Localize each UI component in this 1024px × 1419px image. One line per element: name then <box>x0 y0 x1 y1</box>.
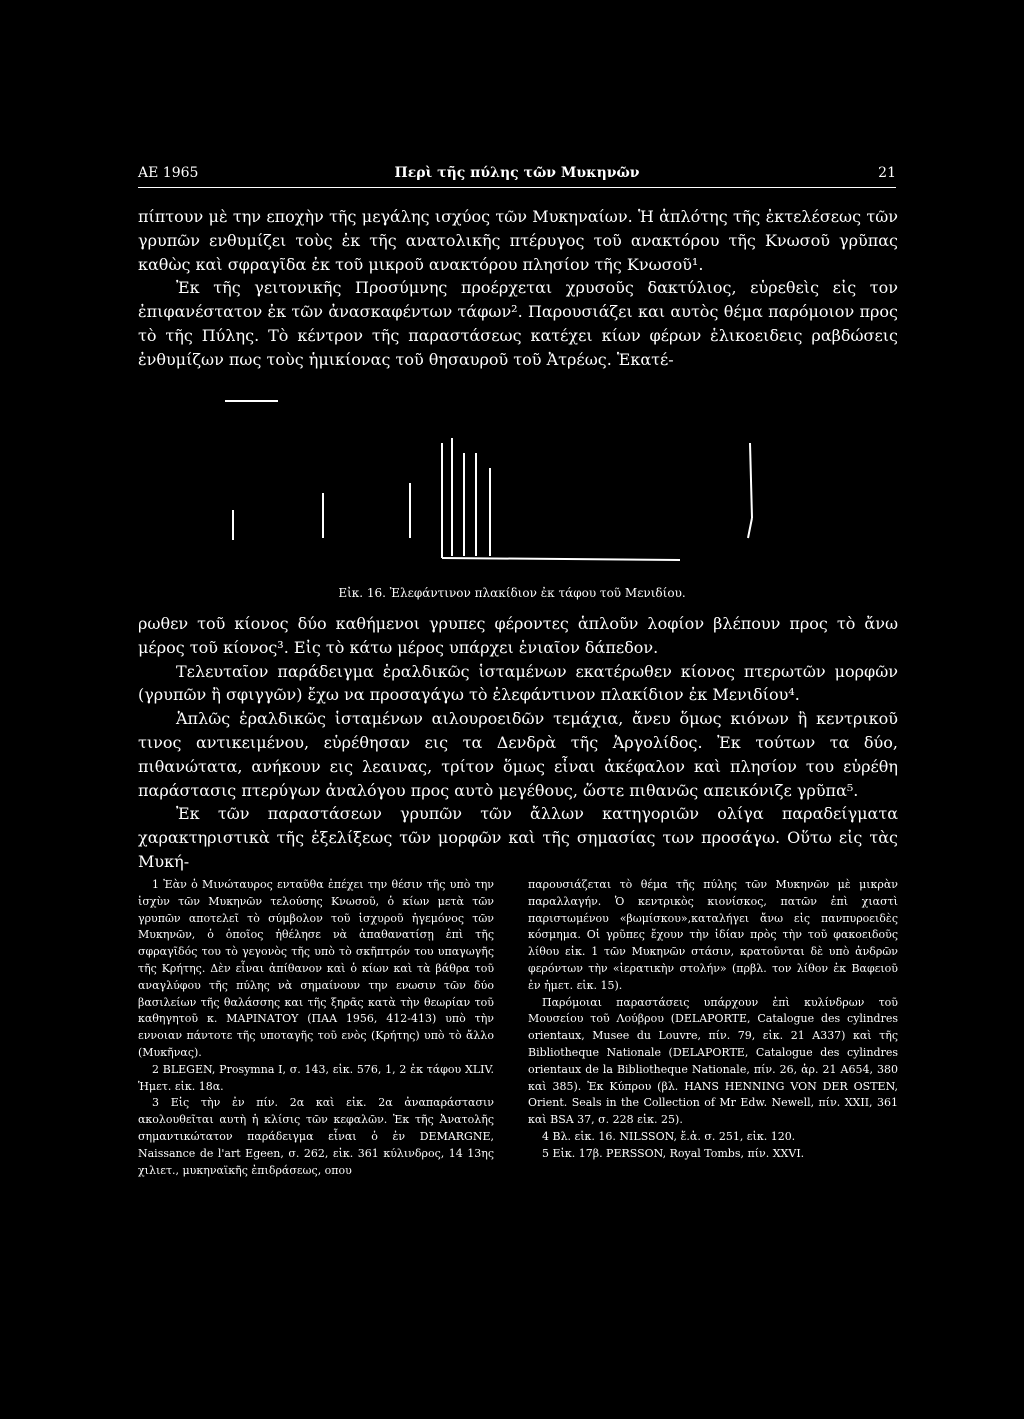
footnotes-left-column <box>138 877 494 1179</box>
figure-ivory-plaque <box>140 398 880 578</box>
running-header <box>138 165 896 188</box>
paragraph: πίπτουν μὲ την εποχὴν τῆς μεγάλης ισχύος τῶν Μυκηναίων. Ἡ ἁπλότης τῆς ἐκτελέσεως τῶν γρυπῶν ενθυμίζει τοὺς ἐκ τῆς ανατολικῆς πτέρυγος τοῦ ανακτόρου τῆς Κνωσοῦ γρῦπας καθὼς καὶ σφραγῖδα ἐκ τοῦ μικροῦ ανακτόρου πλησίον τῆς Κνωσοῦ¹. <box>138 207 898 274</box>
footnote: 5 Εἰκ. 17β. PERSSON, Royal Tombs, πίν. XXVI. <box>542 1146 805 1160</box>
page-number: 21 <box>878 165 896 181</box>
main-text-top <box>138 205 898 372</box>
paragraph: Ἐκ τῶν παραστάσεων γρυπῶν τῶν ἄλλων κατηγοριῶν ολίγα παραδείγματα χαρακτηριστικὰ τῆς ἐξελίξεως τῶν μορφῶν καὶ τῆς σημασίας των προσάγω. Οὕτω εἰς τὰς Μυκή- <box>138 804 898 871</box>
footnote: 2 BLEGEN, Prosymna I, σ. 143, εἰκ. 576, 1, 2 ἐκ τάφου XLIV. Ἡμετ. εἰκ. 18α. <box>138 1062 494 1093</box>
paragraph: Τελευταῖον παράδειγμα ἑραλδικῶς ἱσταμένων εκατέρωθεν κίονος πτερωτῶν μορφῶν (γρυπῶν ἢ σφιγγῶν) ἔχω να προσαγάγω τὸ ἐλεφάντινον πλακίδιον ἐκ Μενιδίου⁴. <box>138 661 898 705</box>
footnote: 1 Ἐὰν ὁ Μινώταυρος ενταῦθα ἐπέχει την θέσιν τῆς υπὸ την ἰσχὺν τῶν Μυκηνῶν τελούσης Κνωσοῦ, ὁ κίων μετὰ τῶν γρυπῶν αποτελεῖ τὸ σύμβολον τοῦ ἰσχυροῦ ἡγεμόνος τῶν Μυκηνῶν, ὁ ὁποῖος ἠθέλησε νὰ ἀπαθανατίσῃ ἐπὶ τῆς σφραγῖδός του τὸ γεγονὸς τῆς υπὸ τὸ σκῆπτρόν του υπαγωγῆς τῆς Κρήτης. Δὲν εἶναι ἀπίθανον καὶ ὁ κίων καὶ τὰ βάθρα τοῦ αναγλύφου τῆς πύλης νὰ σημαίνουν την ενωσιν τῶν δύο βασιλείων τῆς θαλάσσης και τῆς ξηρᾶς κατὰ τὴν θεωρίαν τοῦ καθηγητοῦ κ. ΜΑΡΙΝΑΤΟΥ (ΠΑΑ 1956, 412-413) υπὸ τὴν εννοιαν πάντοτε τῆς υποταγῆς τοῦ ενὸς (Κρήτης) υπὸ τὸ ἄλλο (Μυκῆνας). <box>138 878 494 1059</box>
footnote: 3 Εἰς τὴν ἐν πίν. 2α καὶ εἰκ. 2α ἀναπαράστασιν ακολουθεῖται αυτὴ ἡ κλίσις τῶν κεφαλῶν. Ἐκ τῆς Ἀνατολῆς σημαντικώτατον παράδειγμα εἶναι ὁ ἐν DEMARGNE, Naissance de l'art Egeen, σ. 262, εἰκ. 361 κύλινδρος, 14 13ης χιλιετ., μυκηναϊκῆς ἐπιδράσεως, οπου <box>138 1096 494 1177</box>
footnotes-right-column <box>528 877 898 1163</box>
running-title: Περὶ τῆς πύλης τῶν Μυκηνῶν <box>394 165 640 181</box>
footnote-continuation: παρουσιάζεται τὸ θέμα τῆς πύλης τῶν Μυκηνῶν μὲ μικρὰν παραλλαγήν. Ὁ κεντρικὸς κιονίσκος, πατῶν ἐπὶ χιαστὶ παριστωμένου «βωμίσκου»,καταλήγει ἄνω εἰς πανπυροειδὲς κόσμημα. Οἱ γρῦπες ἔχουν τὴν ἰδίαν πρὸς τὴν τοῦ φακοειδοῦς λίθου εἰκ. 1 τῶν Μυκηνῶν στάσιν, κρατοῦνται δὲ υπὸ ἀνδρῶν φερόντων τὴν «ἱερατικὴν στολήν» (πρβλ. τον λίθον ἐκ Βαφειοῦ ἐν ἡμετ. εἰκ. 15). <box>528 878 898 992</box>
footnote-continuation: Παρόμοιαι παραστάσεις υπάρχουν ἐπὶ κυλίνδρων τοῦ Μουσείου τοῦ Λούβρου (DELAPORTE, Catalogue des cylindres orientaux, Musee du Louvre, πίν. 79, εἰκ. 21 A337) καὶ τῆς Bibliotheque Nationale (DELAPORTE, Catalogue des cylindres orientaux de la Bibliotheque Nationale, πίν. 26, ἀρ. 21 A654, 380 καὶ 385). Ἐκ Κύπρου (βλ. HANS HENNING VON DER OSTEN, Orient. Seals in the Collection of Mr Edw. Newell, πίν. XXII, 361 καὶ BSA 37, σ. 228 εἰκ. 25). <box>528 995 898 1127</box>
paragraph: Ἁπλῶς ἑραλδικῶς ἱσταμένων αιλουροειδῶν τεμάχια, ἄνευ ὅμως κιόνων ἢ κεντρικοῦ τινος αντικειμένου, εὑρέθησαν εις τα Δενδρὰ τῆς Ἀργολίδος. Ἐκ τούτων τα δύο, πιθανώτατα, ανήκουν εις λεαινας, τρίτον ὅμως εἶναι ἀκέφαλον καὶ πλησίον του εὑρέθη παράστασις πτερύγων ἀναλόγου προς αυτὸ μεγέθους, ὥστε πιθανῶς απεικόνιζε γρῦπα⁵. <box>138 709 898 800</box>
paragraph: Ἐκ τῆς γειτονικῆς Προσύμνης προέρχεται χρυσοῦς δακτύλιος, εὑρεθεὶς εἰς τον ἐπιφανέστατον ἐκ τῶν ἀνασκαφέντων τάφων². Παρουσιάζει και αυτὸς θέμα παρόμοιον προς τὸ τῆς Πύλης. Τὸ κέντρον τῆς παραστάσεως κατέχει κίων φέρων ἑλικοειδεις ραβδώσεις ἐνθυμίζων πως τοὺς ἡμικίονας τοῦ θησαυροῦ τοῦ Ἀτρέως. Ἑκατέ- <box>138 278 898 369</box>
paragraph: ρωθεν τοῦ κίονος δύο καθήμενοι γρυπες φέροντες ἁπλοῦν λοφίον βλέπουν προς τὸ ἄνω μέρος τοῦ κίονος³. Εἰς τὸ κάτω μέρος υπάρχει ἑνιαῖον δάπεδον. <box>138 614 898 657</box>
figure-caption: Εἰκ. 16. Ἐλεφάντινον πλακίδιον ἐκ τάφου τοῦ Μενιδίου. <box>338 586 686 600</box>
main-text-bottom <box>138 612 898 874</box>
journal-reference: ΑΕ 1965 <box>138 165 199 181</box>
footnote: 4 Βλ. εἰκ. 16. NILSSON, ἔ.ἀ. σ. 251, εἰκ. 120. <box>542 1129 796 1143</box>
